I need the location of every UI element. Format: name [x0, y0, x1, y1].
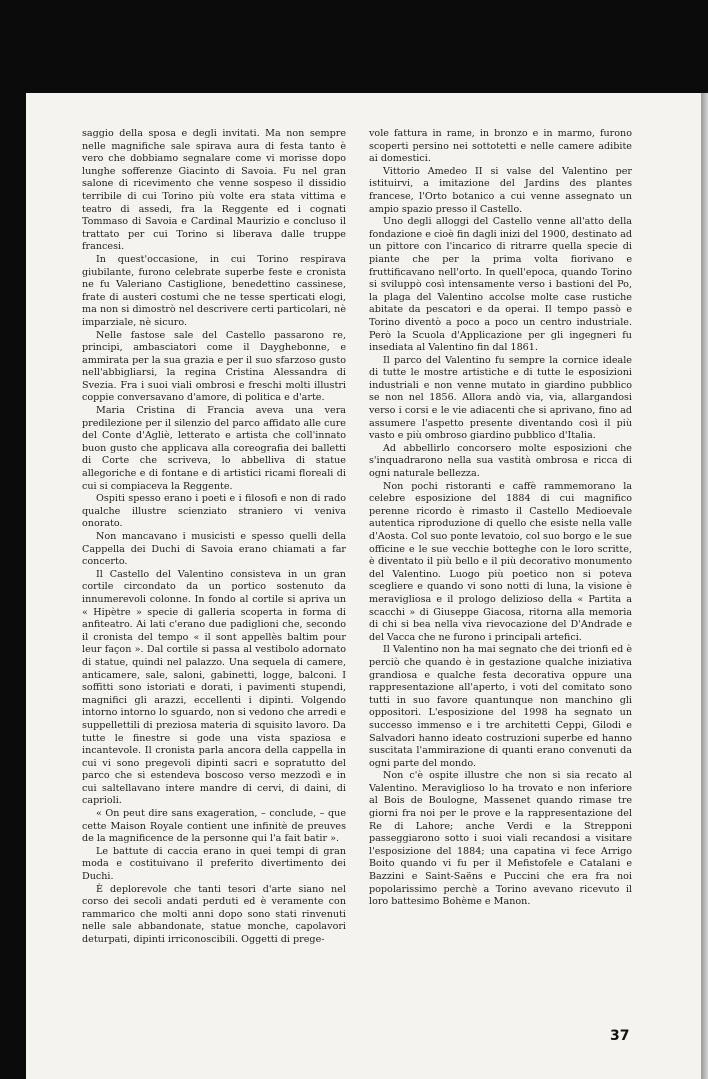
paragraph: Il Valentino non ha mai segnato che dei trionfi ed è perciò che quando è in gestazione qualche iniziativa grandiosa e qualche festa decorativa oppure una rappresentazione all'aperto, i voti del comitato sono tutti in suo favore quantunque non manchino gli oppositori. L'esposizione del 1998 ha segnato un successo immenso e i tre architetti Ceppi, Gilodi e Salvadori hanno ideato costruzioni superbe ed hanno suscitata l'ammirazione di quanti erano convenuti da ogni parte del mondo. — [369, 644, 632, 769]
paragraph: vole fattura in rame, in bronzo e in marmo, furono scoperti persino nei sottotetti e nelle camere adibite ai domestici. — [369, 128, 632, 165]
right-text-column — [369, 128, 632, 909]
page-number: 37 — [610, 1028, 630, 1044]
scan-left-border — [0, 0, 26, 1079]
page-edge-shadow — [701, 93, 708, 1079]
paragraph: Le battute di caccia erano in quei tempi di gran moda e costituivano il preferito divertimento dei Duchi. — [82, 845, 346, 883]
paragraph: Maria Cristina di Francia aveva una vera predilezione per il silenzio del parco affidato alle cure del Conte d'Agliè, letterato e artista che coll'innato buon gusto che applicava alla coreografia dei balletti di Corte che scriveva, lo abbelliva di statue allegoriche e di fontane e di artistici ricami floreali di cui si compiaceva la Reggente. — [82, 405, 346, 492]
paragraph: saggio della sposa e degli invitati. Ma non sempre nelle magnifiche sale spirava aura di festa tanto è vero che dobbiamo segnalare come vi morisse dopo lunghe sofferenze Giacinto di Savoia. Fu nel gran salone di ricevimento che venne sospeso il dissidio terribile di cui Torino più volte era stata vittima e teatro di assedi, fra la Reggente ed i cognati Tommaso di Savoia e Cardinal Maurizio e concluso il trattato per cui Torino si liberava dalle truppe francesi. — [82, 128, 346, 253]
paragraph: Nelle fastose sale del Castello passarono re, principi, ambasciatori come il Dayghebonne, e ammirata per la sua grazia e per il suo sfarzoso gusto nell'abbigliarsi, la regina Cristina Alessandra di Svezia. Fra i suoi viali ombrosi e freschi molti illustri coppie conversavano d'amore, di politica e d'arte. — [82, 329, 346, 404]
left-text-column — [82, 128, 346, 947]
paragraph: Non pochi ristoranti e caffè rammemorano la celebre esposizione del 1884 di cui magnifico perenne ricordo è rimasto il Castello Medioevale autentica riproduzione di quello che esiste nella valle d'Aosta. Col suo ponte levatoio, col suo borgo e le sue officine e le sue vecchie botteghe con le loro scritte, è diventato il più bello e il più decorativo monumento del Valentino. Luogo più poetico non si poteva scegliere e quando vi sono notti di luna, la visione è meravigliosa e il prologo delizioso della « Partita a scacchi » di Giuseppe Giacosa, ritorna alla memoria di chi si bea nella viva rievocazione del D'Andrade e del Vacca che ne furono i principali artefici. — [369, 480, 632, 643]
scan-top-border — [0, 0, 708, 93]
paragraph: Ospiti spesso erano i poeti e i filosofi e non di rado qualche illustre scienziato straniero vi veniva onorato. — [82, 493, 346, 530]
paragraph: Non mancavano i musicisti e spesso quelli della Cappella dei Duchi di Savoia erano chiamati a far concerto. — [82, 531, 346, 568]
paragraph: Non c'è ospite illustre che non si sia recato al Valentino. Meraviglioso lo ha trovato e non inferiore al Bois de Boulogne, Massenet quando rimase tre giorni fra noi per le prove e la rappresentazione del Re di Lahore; anche Verdi e la Strepponi passeggiarono sotto i suoi viali recandosi a visitare l'esposizione del 1884; una capatina vi fece Arrigo Boito quando vi fu per il Mefistofele e Catalani e Bazzini e Saint-Saëns e Puccini che era fra noi popolarissimo perchè a Torino avevano ricevuto il loro battesimo Bohème e Manon. — [369, 770, 632, 908]
paragraph: Il Castello del Valentino consisteva in un gran cortile circondato da un portico sostenuto da innumerevoli colonne. In fondo al cortile si apriva un « Hipètre » specie di galleria scoperta in forma di anfiteatro. Ai lati c'erano due padiglioni che, secondo il cronista del tempo « il sont appellès baltim pour leur façon ». Dal cortile si passa al vestibolo adornato di statue, quindi nel palazzo. Una sequela di camere, anticamere, sale, saloni, gabinetti, logge, balconi. I soffitti sono istoriati e dorati, i pavimenti stupendi, magnifici gli arazzi, eccellenti i dipinti. Volgendo intorno intorno lo sguardo, non si vedono che arredi e suppellettili di preziosa materia di squisito lavoro. Da tutte le finestre si gode una vista spaziosa e incantevole. Il cronista parla ancora della cappella in cui vi sono pregevoli dipinti sacri e sopratutto del parco che si estendeva boscoso verso mezzodì e in cui saltellavano intere mandre di cervi, di daini, di caprioli. — [82, 568, 346, 807]
paragraph: In quest'occasione, in cui Torino respirava giubilante, furono celebrate superbe feste e cronista ne fu Valeriano Castiglione, benedettino cassinese, frate di austeri costumi che ne tesse sperticati elogi, ma non si dimostrò nel descrivere certi particolari, nè imparziale, nè sicuro. — [82, 253, 346, 328]
paragraph: Il parco del Valentino fu sempre la cornice ideale di tutte le mostre artistiche e di tutte le esposizioni industriali e non venne mutato in giardino pubblico se non nel 1856. Allora andò via, via, allargandosi verso i corsi e le vie adiacenti che si aprivano, fino ad assumere l'aspetto presente diventando così il più vasto e più ombroso giardino pubblico d'Italia. — [369, 354, 632, 442]
paragraph: È deplorevole che tanti tesori d'arte siano nel corso dei secoli andati perduti ed è veramente con rammarico che molti anni dopo sono stati rinvenuti nelle sale abbandonate, statue monche, capolavori deturpati, dipinti irriconoscibili. Oggetti di prege- — [82, 883, 346, 945]
paragraph: Ad abbellirlo concorsero molte esposizioni che s'inquadrarono nella sua vastità ombrosa e ricca di ogni naturale bellezza. — [369, 442, 632, 480]
paragraph: « On peut dire sans exageration, – conclude, – que cette Maison Royale contient une infinitè de preuves de la magnificence de la personne qui l'a fait batir ». — [82, 808, 346, 845]
paragraph: Uno degli alloggi del Castello venne all'atto della fondazione e cioè fin dagli inizi del 1900, destinato ad un pittore con l'incarico di ritrarre quella specie di piante che per la prima volta fiorivano e fruttificavano nell'orto. In quell'epoca, quando Torino si sviluppò così intensamente verso i bastioni del Po, la plaga del Valentino accolse molte case rustiche abitate da pescatori e da operai. Il tempo passò e Torino diventò a poco a poco un centro industriale. Però la Scuola d'Applicazione per gli ingegneri fu insediata al Valentino fin dal 1861. — [369, 216, 632, 354]
paragraph: Vittorio Amedeo II si valse del Valentino per istituirvi, a imitazione del Jardins des plantes francese, l'Orto botanico a cui venne assegnato un ampio spazio presso il Castello. — [369, 165, 632, 215]
